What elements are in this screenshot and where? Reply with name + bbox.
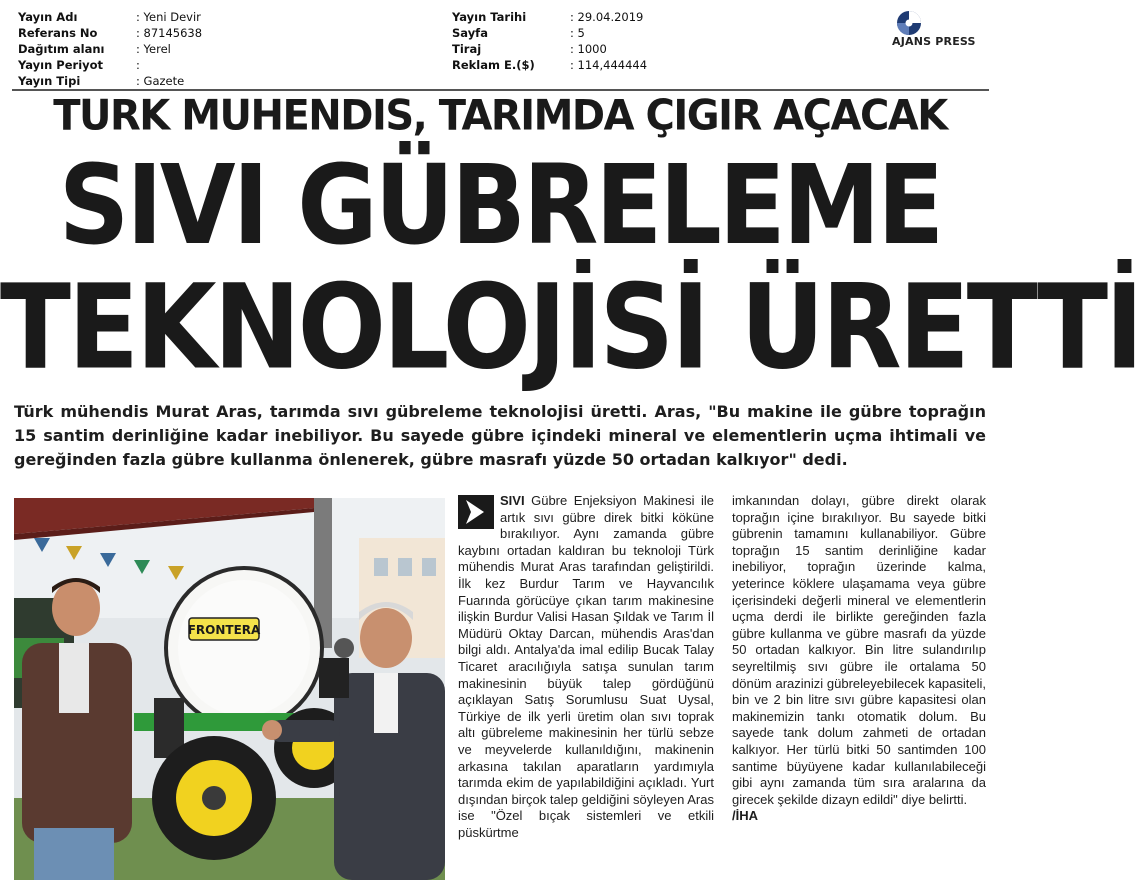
meta-key: Dağıtım alanı [18,42,105,56]
meta-row [452,41,647,57]
publication-meta-left [18,9,202,89]
article-body-column-2 [732,493,986,825]
logo-text: AJANS PRESS [892,35,976,48]
meta-row [18,41,202,57]
meta-row [18,73,202,89]
meta-value: : 5 [570,26,585,40]
meta-row [18,9,202,25]
meta-key: Tiraj [452,42,482,56]
meta-key: Yayın Tarihi [452,10,527,24]
meta-key: Sayfa [452,26,488,40]
ajans-press-logo-icon [896,10,922,36]
publication-meta-right [452,9,647,73]
meta-row [18,25,202,41]
meta-value: : 114,444444 [570,58,648,72]
headline-line-1: SIVI GÜBRELEME [58,142,942,270]
meta-key: Yayın Periyot [18,58,104,72]
meta-value: : Yerel [136,42,171,56]
article-photo [14,498,445,880]
meta-value: : [136,58,140,72]
section-arrow-icon [458,495,494,529]
meta-row [452,25,647,41]
meta-value: : Yeni Devir [136,10,201,24]
body-lead-word: SIVI [500,493,525,508]
meta-row [18,57,202,73]
photo-illustration [14,498,445,880]
article-signature: /İHA [732,808,758,824]
ajans-press-logo [892,8,990,50]
meta-value: : 1000 [570,42,607,56]
meta-key: Yayın Adı [18,10,78,24]
article-body-column-1 [458,493,714,841]
meta-value: : 87145638 [136,26,203,40]
tank-label: FRONTERA [187,623,261,637]
meta-key: Reklam E.($) [452,58,535,72]
meta-row [452,9,647,25]
body-column-2-text: imkanından dolayı, gübre direkt olarak toprağın içine bırakılıyor. Bu sayede bitki gübrenin tamamını kullanabiliyor. Gübre toprağın 15 santim derinliğine kadar inebiliyor, toprağın üzerinde kalma, yeterince köklere ulaşamama veya gübre içerisindeki değerli mineral ve elementlerin uçma derdi ile birlikte gereğinden fazla gübre kullanma ve gübre masrafı da yüzde 50 ortadan kalkıyor. Bin litre sulandırılıp seyreltilmiş sıvı gübre ile ortalama 50 dönüm arazinizi gübreleyebilecek kapasiteli, bin ve 2 bin litre sıvı gübre kapasitesi olan makinemizin tankı otomatik dolum. Bu sayede tank dolum zahmeti de ortadan kalkıyor. Her türlü bitki 50 santimden 100 santime büyüyene kadar kullanılabileceği gibi aynı zamanda tüm sıra aralarına da girecek şekilde dizayn edildi" diye belirtti. [732,493,986,807]
article-kicker: TURK MUHENDIS, TARIMDA ÇIGIR AÇACAK [53,91,947,141]
article-lead: Türk mühendis Murat Aras, tarımda sıvı gübreleme teknolojisi üretti. Aras, "Bu makine ile gübre toprağın 15 santim derinliğine kadar inebiliyor. Bu sayede gübre içindeki mineral ve elementlerin uçma ihtimali ve gereğinden fazla gübre kullanma önlenerek, gübre masrafı yüzde 50 ortadan kalkıyor" dedi. [14,402,986,469]
headline-line-2: TEKNOLOJİSİ ÜRETTİ [0,258,1141,396]
meta-value: : 29.04.2019 [570,10,644,24]
body-column-1-text: Gübre Enjeksiyon Makinesi ile artık sıvı gübre direk bitki köküne bırakılıyor. Aynı zamanda gübre kaybını ortadan kaldıran bu teknoloji Türk mühendis Murat Aras tarafından geliştirildi. İlk kez Burdur Tarım ve Hayvancılık Fuarında görücüye çıkan tarım makinesine ilişkin Burdur Valisi Hasan Şıldak ve Tarım İl Müdürü Oktay Darcan, mühendis Aras'dan bilgi aldı. Antalya'da imal edilip Bucak Talay Ticaret aracılığıyla satışa sunulan tarım makinesinin büyük talep gördüğünü açıklayan Satış Sorumlusu Suat Uysal, Türkiye de ilk yerli üretim olan sıvı toprak altı gübreleme makinesinin her türlü sebze ve meyvelerde kullanıldığını, makinenin arkasına takılan aparatların yardımıyla tarımda ekim de yapılabildiğini açıkladı. Yurt dışından birçok talep geldiğini söyleyen Aras ise "Özel bıçak sistemleri ve etkili püskürtme [458,493,714,840]
meta-value: : Gazete [136,74,185,88]
meta-key: Yayın Tipi [18,74,81,88]
meta-row [452,57,647,73]
meta-key: Referans No [18,26,98,40]
